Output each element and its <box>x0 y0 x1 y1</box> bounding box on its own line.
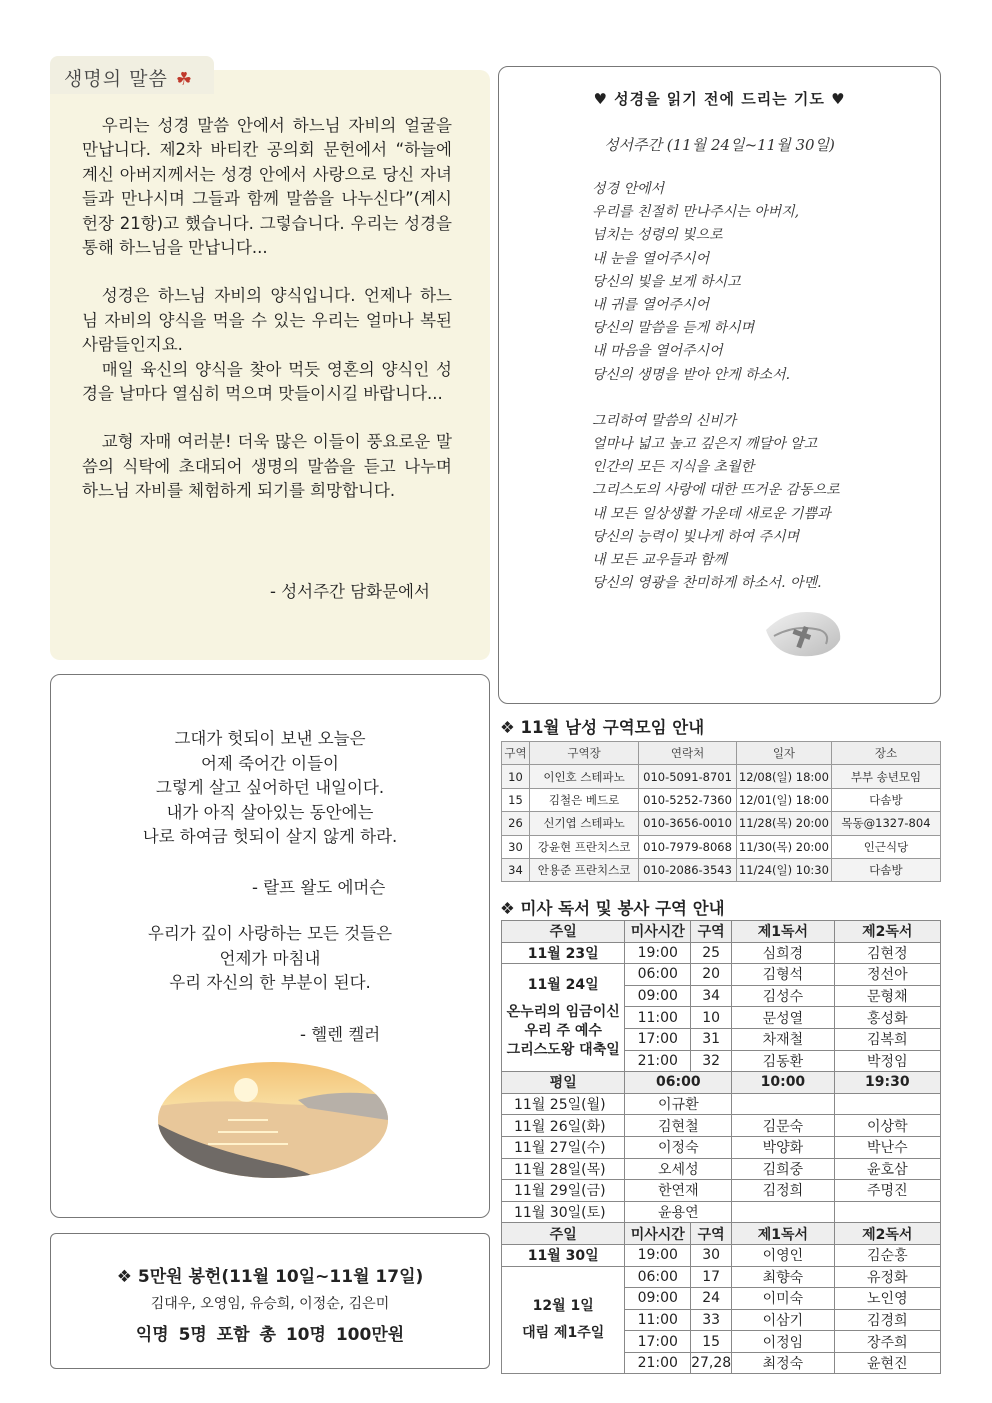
cell: 06:00 <box>625 964 691 986</box>
cell: 010-5091-8701 <box>639 765 737 788</box>
sunday-header-row <box>502 1223 941 1245</box>
table-row <box>502 1180 941 1202</box>
offering-total: 익명 5명 포함 총 10명 100만원 <box>135 1325 405 1345</box>
word-of-life-text <box>82 114 452 528</box>
cell: 주명진 <box>834 1180 940 1202</box>
cell: 이정임 <box>732 1331 834 1353</box>
cell: 김문숙 <box>732 1115 834 1137</box>
cell: 홍성화 <box>834 1007 940 1029</box>
mass-date: 11월 23일 <box>502 942 625 964</box>
candle-icon: ☘ <box>175 69 193 90</box>
cell: 노인영 <box>834 1288 940 1310</box>
cell: 오세성 <box>625 1158 732 1180</box>
poem-line: 내가 아직 살아있는 동안에는 <box>166 802 374 822</box>
column-header: 제1독서 <box>732 921 834 943</box>
prayer-line: 성경 안에서 <box>592 181 665 197</box>
column-header: 제2독서 <box>834 1223 940 1245</box>
cell: 부부 송년모임 <box>831 765 940 788</box>
cell: 10 <box>502 765 530 788</box>
cell: 장주희 <box>834 1331 940 1353</box>
prayer-line: 그리하여 말씀의 신비가 <box>592 412 737 429</box>
cell: 문형채 <box>834 985 940 1007</box>
mass-date: 11월 30일 <box>502 1244 625 1266</box>
poem-author: - 헬렌 켈러 <box>300 1025 381 1044</box>
cell: 차재철 <box>732 1028 834 1050</box>
cell: 31 <box>691 1028 732 1050</box>
column-header: 주일 <box>502 921 625 943</box>
date-line: 대림 제1주일 <box>522 1324 605 1341</box>
cell: 윤호삼 <box>834 1158 940 1180</box>
cell: 11:00 <box>625 1309 691 1331</box>
prayer-line: 내 눈을 열어주시어 <box>592 250 710 267</box>
cell: 09:00 <box>625 1288 691 1310</box>
word-of-life-title: 생명의 말씀 <box>64 68 168 90</box>
cell: 이영인 <box>732 1244 834 1266</box>
cell: 10 <box>691 1007 732 1029</box>
cell: 박양화 <box>732 1136 834 1158</box>
column-header: 일자 <box>736 742 831 765</box>
cell: 이미숙 <box>732 1288 834 1310</box>
column-header: 06:00 <box>625 1072 732 1094</box>
word-paragraph: 교형 자매 여러분! 더욱 많은 이들이 풍요로운 말씀의 식탁에 초대되어 생명의 말씀을 듣고 나누며 하느님 자비를 체험하게 되기를 희망합니다. <box>82 432 452 501</box>
meeting-table <box>501 741 941 882</box>
table-row <box>502 1201 941 1223</box>
cell: 김정희 <box>732 1180 834 1202</box>
cell: 이인호 스테파노 <box>529 765 638 788</box>
poem-line: 어제 죽어간 이들이 <box>200 753 339 773</box>
sunday-header-row <box>502 921 941 943</box>
poem-line: 나로 하여금 헛되이 살지 않게 하라. <box>142 827 398 846</box>
column-header: 구역 <box>502 742 530 765</box>
mass-heading: ❖ 미사 독서 및 봉사 구역 안내 <box>500 899 725 918</box>
prayer-line: 내 귀를 열어주시어 <box>592 297 710 314</box>
cell: 윤용연 <box>625 1201 732 1223</box>
column-header: 10:00 <box>732 1072 834 1094</box>
word-of-life-source: - 성서주간 담화문에서 <box>270 582 430 601</box>
cell: 이상학 <box>834 1115 940 1137</box>
column-header: 미사시간 <box>625 921 691 943</box>
cell: 19:00 <box>625 942 691 964</box>
prayer-line: 넘치는 성령의 빛으로 <box>592 227 723 244</box>
cell: 25 <box>691 942 732 964</box>
cell: 신기엽 스테파노 <box>529 812 638 835</box>
cell: 11/28(목) 20:00 <box>736 812 831 835</box>
poem-line: 우리 자신의 한 부분이 된다. <box>169 973 371 992</box>
weekday-date: 11월 26일(화) <box>502 1115 625 1137</box>
cell: 김순홍 <box>834 1244 940 1266</box>
cell: 24 <box>691 1288 732 1310</box>
column-header: 평일 <box>502 1072 625 1094</box>
cell: 21:00 <box>625 1352 691 1374</box>
word-paragraph: 우리는 성경 말씀 안에서 하느님 자비의 얼굴을 만납니다. 제2차 바티칸 공의회 문헌에서 “하늘에 계신 아버지께서는 성경 안에서 사랑으로 당신 자녀들과 만나시며 그들과 함께 말씀을 나누신다”(계시헌장 21항)고 했습니다. 그렇습니다. 우리는 성경을 통해 하느님을 만납니다... <box>82 116 452 258</box>
cell: 김동환 <box>732 1050 834 1072</box>
weekday-date: 11월 25일(월) <box>502 1093 625 1115</box>
poem-line: 그대가 헛되이 보낸 오늘은 <box>174 729 366 748</box>
cell: 김철은 베드로 <box>529 788 638 811</box>
cell: 30 <box>502 835 530 858</box>
poem-line: 언제가 마침내 <box>219 948 321 968</box>
cell: 목동@1327-804 <box>831 812 940 835</box>
weekday-header-row <box>502 1072 941 1094</box>
offering-names: 김대우, 오영임, 유승희, 이정순, 김은미 <box>150 1296 390 1312</box>
cell: 이삼기 <box>732 1309 834 1331</box>
prayer-subtitle: 성서주간 (11월 24일~11월 30일) <box>604 136 835 154</box>
cell: 33 <box>691 1309 732 1331</box>
weekday-date: 11월 27일(수) <box>502 1136 625 1158</box>
offering-box <box>50 1233 490 1369</box>
cell: 최향숙 <box>732 1266 834 1288</box>
cell: 30 <box>691 1244 732 1266</box>
prayer-text <box>592 178 912 595</box>
prayer-line: 우리를 친절히 만나주시는 아버지, <box>592 204 800 221</box>
cell <box>834 1201 940 1223</box>
poem-line: 그렇게 살고 싶어하던 내일이다. <box>155 778 385 797</box>
mass-date <box>502 1266 625 1374</box>
cell: 11:00 <box>625 1007 691 1029</box>
cell: 김경희 <box>834 1309 940 1331</box>
weekday-date: 11월 28일(목) <box>502 1158 625 1180</box>
cell: 다솜방 <box>831 788 940 811</box>
cell: 20 <box>691 964 732 986</box>
cell: 15 <box>502 788 530 811</box>
cell: 박난수 <box>834 1136 940 1158</box>
table-row <box>502 1158 941 1180</box>
cell: 문성열 <box>732 1007 834 1029</box>
cell: 강윤현 프란치스코 <box>529 835 638 858</box>
column-header: 구역 <box>691 921 732 943</box>
praying-hands-rosary-illustration <box>760 600 846 664</box>
column-header: 연락처 <box>639 742 737 765</box>
cell: 17 <box>691 1266 732 1288</box>
table-row <box>502 1244 941 1266</box>
cell: 11/24(일) 10:30 <box>736 858 831 881</box>
sunset-illustration <box>158 1060 388 1180</box>
cell: 32 <box>691 1050 732 1072</box>
poem-author: - 랄프 왈도 에머슨 <box>252 878 386 897</box>
date-line: 우리 주 예수 <box>524 1022 602 1039</box>
prayer-line: 내 마음을 열어주시어 <box>592 343 723 360</box>
cell: 15 <box>691 1331 732 1353</box>
word-of-life-tab <box>50 56 214 94</box>
cell: 010-7979-8068 <box>639 835 737 858</box>
prayer-line: 내 모든 교우들과 함께 <box>592 552 728 569</box>
table-row <box>502 1115 941 1137</box>
prayer-line: 당신의 영광을 찬미하게 하소서. 아멘. <box>592 575 822 592</box>
table-row <box>502 788 941 811</box>
prayer-line: 내 모든 일상생활 가운데 새로운 기쁨과 <box>592 505 831 522</box>
cell: 정선아 <box>834 964 940 986</box>
cell: 김복희 <box>834 1028 940 1050</box>
column-header: 장소 <box>831 742 940 765</box>
cell: 이규환 <box>625 1093 732 1115</box>
table-row <box>502 1266 941 1288</box>
cell: 17:00 <box>625 1331 691 1353</box>
cell: 한연재 <box>625 1180 732 1202</box>
cell: 12/01(일) 18:00 <box>736 788 831 811</box>
cell: 인근식당 <box>831 835 940 858</box>
table-row <box>502 858 941 881</box>
prayer-line: 당신의 생명을 받아 안게 하소서. <box>592 366 791 383</box>
cell: 유정화 <box>834 1266 940 1288</box>
cell: 19:00 <box>625 1244 691 1266</box>
table-row <box>502 1136 941 1158</box>
date-line: 11월 24일 <box>527 976 599 993</box>
cell: 27,28 <box>691 1352 732 1374</box>
weekday-date: 11월 30일(토) <box>502 1201 625 1223</box>
cell: 12/08(일) 18:00 <box>736 765 831 788</box>
offering-title: ❖ 5만원 봉헌(11월 10일~11월 17일) <box>116 1267 424 1287</box>
table-row <box>502 835 941 858</box>
prayer-line: 당신의 능력이 빛나게 하여 주시며 <box>592 528 800 545</box>
cell <box>732 1201 834 1223</box>
weekday-date: 11월 29일(금) <box>502 1180 625 1202</box>
prayer-line: 인간의 모든 지식을 초월한 <box>592 459 755 476</box>
poem-emerson <box>50 727 490 850</box>
cell: 06:00 <box>625 1266 691 1288</box>
cell: 26 <box>502 812 530 835</box>
cell: 이정숙 <box>625 1136 732 1158</box>
prayer-line: 당신의 빛을 보게 하시고 <box>592 273 741 290</box>
column-header: 미사시간 <box>625 1223 691 1245</box>
cell: 박정임 <box>834 1050 940 1072</box>
poem-keller <box>50 922 490 996</box>
cell: 김현정 <box>834 942 940 964</box>
cell <box>732 1093 834 1115</box>
cell: 17:00 <box>625 1028 691 1050</box>
date-line: 그리스도왕 대축일 <box>506 1041 620 1058</box>
table-row <box>502 765 941 788</box>
cell: 010-5252-7360 <box>639 788 737 811</box>
prayer-title: ♥ 성경을 읽기 전에 드리는 기도 ♥ <box>593 90 846 108</box>
cell: 심희경 <box>732 942 834 964</box>
cell: 010-2086-3543 <box>639 858 737 881</box>
column-header: 19:30 <box>834 1072 940 1094</box>
word-paragraph: 성경은 하느님 자비의 양식입니다. 언제나 하느님 자비의 양식을 먹을 수 있는 우리는 얼마나 복된 사람들인지요. <box>82 286 452 355</box>
date-line: 온누리의 임금이신 <box>506 1003 620 1020</box>
cell: 김성수 <box>732 985 834 1007</box>
date-line: 12월 1일 <box>532 1297 594 1314</box>
table-row <box>502 964 941 986</box>
prayer-line: 얼마나 넓고 높고 깊은지 깨달아 알고 <box>592 436 818 453</box>
word-paragraph: 매일 육신의 양식을 찾아 먹듯 영혼의 양식인 성경을 날마다 열심히 먹으며 맛들이시길 바랍니다... <box>82 359 452 404</box>
column-header: 구역 <box>691 1223 732 1245</box>
mass-schedule-table <box>501 920 941 1374</box>
cell: 안용준 프란치스코 <box>529 858 638 881</box>
meeting-heading: ❖ 11월 남성 구역모임 안내 <box>500 718 705 737</box>
cell: 김형석 <box>732 964 834 986</box>
poem-line: 우리가 깊이 사랑하는 모든 것들은 <box>147 924 393 943</box>
cell <box>834 1093 940 1115</box>
cell: 다솜방 <box>831 858 940 881</box>
cell: 34 <box>691 985 732 1007</box>
cell: 김희중 <box>732 1158 834 1180</box>
table-row <box>502 812 941 835</box>
table-row <box>502 1093 941 1115</box>
cell: 09:00 <box>625 985 691 1007</box>
cell: 11/30(목) 20:00 <box>736 835 831 858</box>
mass-date <box>502 964 625 1072</box>
column-header: 주일 <box>502 1223 625 1245</box>
meeting-header-row <box>502 742 941 765</box>
cell: 김현철 <box>625 1115 732 1137</box>
column-header: 제1독서 <box>732 1223 834 1245</box>
cell: 최정숙 <box>732 1352 834 1374</box>
prayer-line: 그리스도의 사랑에 대한 뜨거운 감동으로 <box>592 482 840 499</box>
column-header: 제2독서 <box>834 921 940 943</box>
table-row <box>502 942 941 964</box>
cell: 윤현진 <box>834 1352 940 1374</box>
cell: 010-3656-0010 <box>639 812 737 835</box>
prayer-line: 당신의 말씀을 듣게 하시며 <box>592 320 755 337</box>
column-header: 구역장 <box>529 742 638 765</box>
cell: 34 <box>502 858 530 881</box>
cell: 21:00 <box>625 1050 691 1072</box>
